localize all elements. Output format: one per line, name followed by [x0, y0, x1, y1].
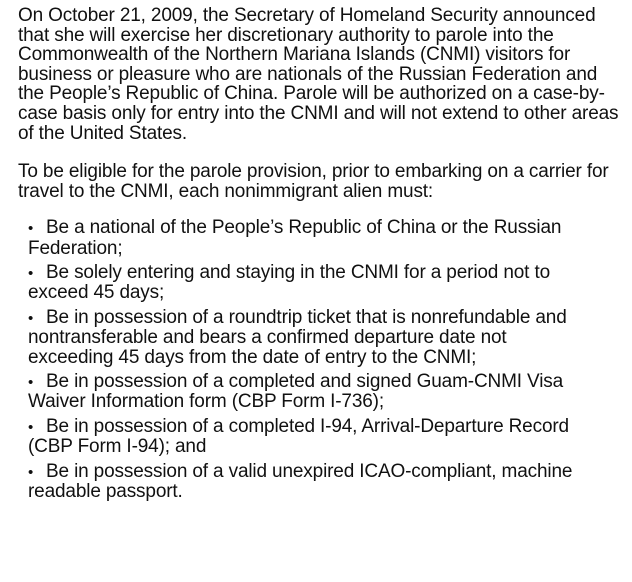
announcement-paragraph: On October 21, 2009, the Secretary of Homeland Security announced that she will exercise her discretionary authority to parole into the Commonwealth of the Northern Mariana Islands (CNMI) visitors for business or pleasure who are nationals of the Russian Federation and the People’s Republic of China. Parole will be authorized on a case-by-case basis only for entry into the CNMI and will not extend to other areas of the United States. — [18, 5, 619, 144]
requirement-text: Be in possession of a completed and signed Guam-CNMI Visa Waiver Information form (CBP Form I-736); — [28, 371, 564, 413]
bullet-icon: • — [28, 419, 34, 437]
list-item — [18, 417, 578, 456]
requirements-list — [18, 218, 578, 501]
requirement-text: Be solely entering and staying in the CNMI for a period not to exceed 45 days; — [28, 262, 550, 304]
requirement-text: Be in possession of a completed I-94, Arrival-Departure Record (CBP Form I-94); and — [28, 416, 569, 458]
bullet-icon: • — [28, 310, 34, 328]
list-item — [18, 308, 578, 367]
requirement-text: Be in possession of a roundtrip ticket that is nonrefundable and nontransferable and bears a confirmed departure date not exceeding 45 days from the date of entry to the CNMI; — [28, 307, 567, 368]
document-body — [18, 6, 626, 507]
requirement-text: Be in possession of a valid unexpired ICAO-compliant, machine readable passport. — [28, 461, 573, 503]
list-item — [18, 462, 578, 501]
bullet-icon: • — [28, 374, 34, 392]
bullet-icon: • — [28, 220, 34, 238]
list-item — [18, 372, 578, 411]
bullet-icon: • — [28, 464, 34, 482]
list-item — [18, 263, 578, 302]
list-item — [18, 218, 578, 257]
bullet-icon: • — [28, 265, 34, 283]
eligibility-paragraph: To be eligible for the parole provision, prior to embarking on a carrier for travel to the CNMI, each nonimmigrant alien must: — [18, 161, 609, 202]
requirement-text: Be a national of the People’s Republic of China or the Russian Federation; — [28, 217, 562, 259]
